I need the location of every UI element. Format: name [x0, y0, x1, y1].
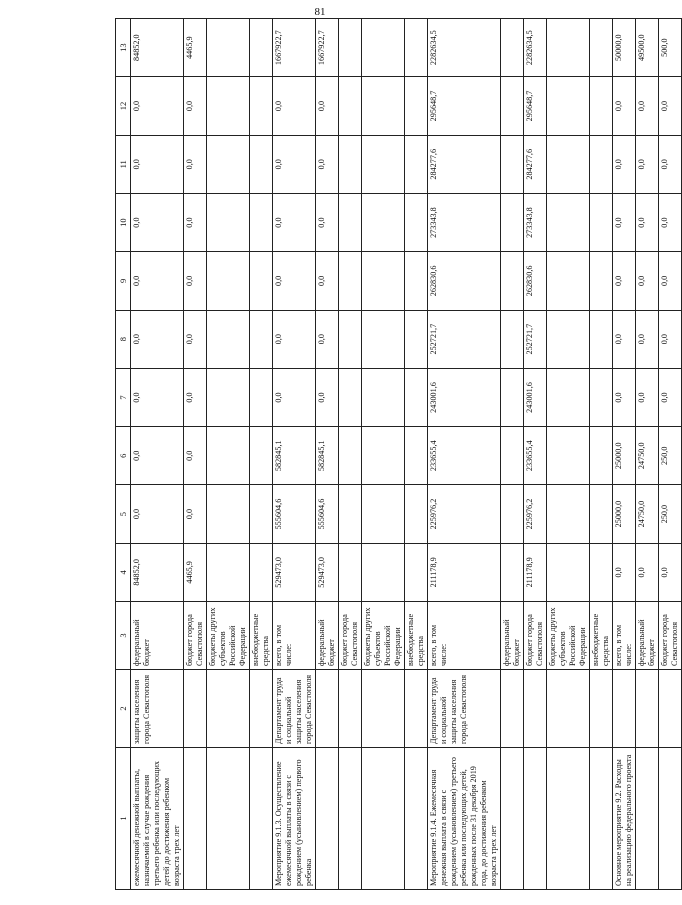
value-cell	[339, 77, 362, 135]
value-cell: 555604,6	[316, 485, 339, 543]
table-row	[405, 19, 428, 890]
value-cell: 1667922,7	[316, 19, 339, 77]
value-cell	[207, 135, 250, 193]
value-cell: 250,0	[659, 427, 682, 485]
table-row	[131, 19, 184, 890]
value-cell: 0,0	[184, 135, 207, 193]
value-cell: 2282634,5	[524, 19, 547, 77]
value-cell: 0,0	[184, 77, 207, 135]
value-cell: 284277,6	[524, 135, 547, 193]
value-cell	[250, 485, 273, 543]
funding-source-cell: бюджеты других субъектов Российской Федерации	[207, 602, 250, 670]
value-cell	[501, 368, 524, 426]
value-cell	[547, 310, 590, 368]
value-cell	[501, 252, 524, 310]
funding-source-cell: всего, в том числе:	[428, 602, 501, 670]
value-cell	[250, 19, 273, 77]
value-cell: 49500,0	[636, 19, 659, 77]
value-cell	[405, 193, 428, 251]
table-body	[116, 19, 682, 890]
table-row	[184, 19, 207, 890]
value-cell: 25000,0	[613, 427, 636, 485]
value-cell	[250, 310, 273, 368]
value-cell: 0,0	[273, 77, 316, 135]
funding-source-cell: федеральный бюджет	[636, 602, 659, 670]
value-cell: 1667922,7	[273, 19, 316, 77]
value-cell: 0,0	[613, 135, 636, 193]
funding-source-cell: бюджеты других субъектов Российской Федерации	[362, 602, 405, 670]
value-cell	[362, 485, 405, 543]
value-cell: 0,0	[316, 252, 339, 310]
value-cell: 0,0	[273, 252, 316, 310]
value-cell: 0,0	[659, 368, 682, 426]
header-cell: 3	[116, 602, 131, 670]
value-cell: 0,0	[316, 77, 339, 135]
value-cell: 0,0	[131, 427, 184, 485]
activity-cell	[636, 748, 659, 890]
activity-cell: Основное мероприятие 9.2. Расходы на реализацию федерального проекта	[613, 748, 636, 890]
value-cell: 284277,6	[428, 135, 501, 193]
value-cell	[250, 193, 273, 251]
value-cell: 0,0	[613, 310, 636, 368]
value-cell	[207, 427, 250, 485]
value-cell: 0,0	[659, 310, 682, 368]
header-cell: 13	[116, 19, 131, 77]
value-cell: 0,0	[636, 543, 659, 601]
value-cell: 582845,1	[273, 427, 316, 485]
value-cell: 0,0	[184, 368, 207, 426]
activity-cell	[405, 748, 428, 890]
value-cell	[362, 310, 405, 368]
value-cell	[547, 135, 590, 193]
value-cell	[362, 543, 405, 601]
executor-cell	[184, 670, 207, 748]
table-row	[316, 19, 339, 890]
value-cell	[590, 135, 613, 193]
value-cell	[590, 310, 613, 368]
value-cell: 25000,0	[613, 485, 636, 543]
value-cell	[362, 427, 405, 485]
value-cell: 250,0	[659, 485, 682, 543]
value-cell	[405, 485, 428, 543]
activity-cell: ежемесячной денежной выплаты, назначаемой в случае рождения третьего ребенка или последующих детей до достижения ребенком возраста трех лет	[131, 748, 184, 890]
value-cell: 84852,0	[131, 543, 184, 601]
activity-cell	[501, 748, 524, 890]
executor-cell	[659, 670, 682, 748]
value-cell	[590, 252, 613, 310]
value-cell	[339, 543, 362, 601]
funding-source-cell: федеральный бюджет	[501, 602, 524, 670]
table-row	[250, 19, 273, 890]
value-cell: 0,0	[659, 135, 682, 193]
header-row	[116, 19, 131, 890]
header-cell: 6	[116, 427, 131, 485]
header-cell: 8	[116, 310, 131, 368]
header-cell: 12	[116, 77, 131, 135]
activity-cell	[659, 748, 682, 890]
value-cell	[501, 193, 524, 251]
value-cell: 0,0	[613, 543, 636, 601]
value-cell: 0,0	[131, 485, 184, 543]
value-cell: 295648,7	[428, 77, 501, 135]
activity-cell: Мероприятие 9.1.3. Осуществление ежемесячной выплаты в связи с рождением (усыновлением) первого ребенка	[273, 748, 316, 890]
value-cell	[362, 368, 405, 426]
header-cell: 10	[116, 193, 131, 251]
value-cell: 0,0	[273, 193, 316, 251]
value-cell	[590, 19, 613, 77]
value-cell	[339, 368, 362, 426]
value-cell	[547, 19, 590, 77]
value-cell	[590, 485, 613, 543]
rotated-table-wrapper	[115, 18, 682, 890]
value-cell: 50000,0	[613, 19, 636, 77]
value-cell: 0,0	[131, 193, 184, 251]
value-cell: 0,0	[659, 252, 682, 310]
executor-cell	[524, 670, 547, 748]
executor-cell	[250, 670, 273, 748]
value-cell	[250, 368, 273, 426]
value-cell: 0,0	[184, 252, 207, 310]
value-cell	[405, 135, 428, 193]
value-cell	[547, 543, 590, 601]
value-cell	[590, 427, 613, 485]
value-cell	[405, 310, 428, 368]
page-number: 81	[314, 6, 326, 18]
activity-cell	[316, 748, 339, 890]
value-cell: 0,0	[184, 485, 207, 543]
value-cell	[339, 19, 362, 77]
value-cell: 0,0	[613, 77, 636, 135]
value-cell: 211178,9	[524, 543, 547, 601]
value-cell: 4465,9	[184, 19, 207, 77]
value-cell	[547, 368, 590, 426]
value-cell	[590, 193, 613, 251]
executor-cell	[590, 670, 613, 748]
value-cell	[547, 427, 590, 485]
value-cell	[501, 543, 524, 601]
value-cell: 0,0	[184, 193, 207, 251]
funding-source-cell: бюджет города Севастополя	[184, 602, 207, 670]
value-cell: 0,0	[659, 193, 682, 251]
executor-cell: Департамент труда и социальной защиты населения города Севастополя	[428, 670, 501, 748]
value-cell: 0,0	[659, 77, 682, 135]
value-cell	[547, 252, 590, 310]
value-cell: 0,0	[613, 368, 636, 426]
value-cell: 555604,6	[273, 485, 316, 543]
value-cell	[590, 543, 613, 601]
value-cell: 252721,7	[428, 310, 501, 368]
table-row	[636, 19, 659, 890]
value-cell: 0,0	[316, 135, 339, 193]
value-cell: 0,0	[131, 252, 184, 310]
value-cell: 273343,8	[428, 193, 501, 251]
value-cell: 252721,7	[524, 310, 547, 368]
value-cell: 0,0	[316, 368, 339, 426]
value-cell: 0,0	[636, 310, 659, 368]
value-cell: 0,0	[613, 252, 636, 310]
value-cell	[207, 77, 250, 135]
value-cell: 0,0	[636, 77, 659, 135]
table-row	[547, 19, 590, 890]
value-cell	[207, 485, 250, 543]
executor-cell: Департамент труда и социальной защиты населения города Севастополя	[273, 670, 316, 748]
value-cell: 0,0	[316, 193, 339, 251]
value-cell: 0,0	[659, 543, 682, 601]
value-cell	[362, 19, 405, 77]
executor-cell	[613, 670, 636, 748]
value-cell	[405, 427, 428, 485]
activity-cell	[362, 748, 405, 890]
value-cell	[590, 77, 613, 135]
value-cell	[501, 19, 524, 77]
funding-source-cell: бюджеты других субъектов Российской Федерации	[547, 602, 590, 670]
table-row	[524, 19, 547, 890]
header-cell: 2	[116, 670, 131, 748]
value-cell: 529473,0	[273, 543, 316, 601]
value-cell: 225976,2	[524, 485, 547, 543]
value-cell: 233655,4	[428, 427, 501, 485]
value-cell: 243001,6	[524, 368, 547, 426]
funding-source-cell: всего, в том числе:	[273, 602, 316, 670]
executor-cell	[207, 670, 250, 748]
value-cell	[339, 427, 362, 485]
value-cell: 84852,0	[131, 19, 184, 77]
value-cell	[362, 135, 405, 193]
value-cell: 0,0	[131, 77, 184, 135]
value-cell: 233655,4	[524, 427, 547, 485]
table-row	[273, 19, 316, 890]
value-cell	[207, 252, 250, 310]
table-row	[428, 19, 501, 890]
activity-cell	[547, 748, 590, 890]
value-cell: 0,0	[184, 427, 207, 485]
table-row	[339, 19, 362, 890]
executor-cell: защиты населения города Севастополя	[131, 670, 184, 748]
value-cell	[547, 485, 590, 543]
value-cell: 582845,1	[316, 427, 339, 485]
value-cell	[250, 252, 273, 310]
value-cell	[405, 543, 428, 601]
value-cell: 4465,9	[184, 543, 207, 601]
value-cell	[547, 77, 590, 135]
activity-cell	[184, 748, 207, 890]
executor-cell	[339, 670, 362, 748]
value-cell	[590, 368, 613, 426]
table-row	[613, 19, 636, 890]
value-cell: 0,0	[316, 310, 339, 368]
value-cell	[250, 77, 273, 135]
value-cell	[501, 77, 524, 135]
table-row	[659, 19, 682, 890]
header-cell: 11	[116, 135, 131, 193]
value-cell: 225976,2	[428, 485, 501, 543]
value-cell: 273343,8	[524, 193, 547, 251]
funding-source-cell: всего, в том числе:	[613, 602, 636, 670]
header-cell: 7	[116, 368, 131, 426]
value-cell: 0,0	[131, 368, 184, 426]
activity-cell	[339, 748, 362, 890]
value-cell: 0,0	[613, 193, 636, 251]
value-cell: 295648,7	[524, 77, 547, 135]
activity-cell	[590, 748, 613, 890]
value-cell	[501, 485, 524, 543]
funding-source-cell: бюджет города Севастополя	[659, 602, 682, 670]
value-cell	[250, 427, 273, 485]
value-cell	[207, 368, 250, 426]
executor-cell	[316, 670, 339, 748]
value-cell: 2282634,5	[428, 19, 501, 77]
value-cell: 24750,0	[636, 427, 659, 485]
value-cell: 0,0	[636, 252, 659, 310]
value-cell	[405, 368, 428, 426]
value-cell: 500,0	[659, 19, 682, 77]
executor-cell	[636, 670, 659, 748]
value-cell: 262830,6	[428, 252, 501, 310]
value-cell	[339, 135, 362, 193]
value-cell: 0,0	[131, 135, 184, 193]
value-cell	[250, 135, 273, 193]
header-cell: 5	[116, 485, 131, 543]
value-cell	[339, 252, 362, 310]
value-cell: 243001,6	[428, 368, 501, 426]
table-row	[501, 19, 524, 890]
executor-cell	[547, 670, 590, 748]
activity-cell	[207, 748, 250, 890]
value-cell	[207, 193, 250, 251]
value-cell	[501, 135, 524, 193]
value-cell	[405, 77, 428, 135]
funding-source-cell: бюджет города Севастополя	[524, 602, 547, 670]
value-cell	[547, 193, 590, 251]
value-cell: 529473,0	[316, 543, 339, 601]
value-cell	[207, 19, 250, 77]
value-cell	[501, 310, 524, 368]
value-cell: 0,0	[636, 135, 659, 193]
header-cell: 9	[116, 252, 131, 310]
table-row	[590, 19, 613, 890]
value-cell: 0,0	[273, 368, 316, 426]
value-cell	[501, 427, 524, 485]
executor-cell	[501, 670, 524, 748]
funding-source-cell: федеральный бюджет	[316, 602, 339, 670]
activity-cell	[524, 748, 547, 890]
value-cell: 0,0	[273, 310, 316, 368]
value-cell: 262830,6	[524, 252, 547, 310]
activity-cell: Мероприятие 9.1.4. Ежемесячная денежная выплата в связи с рождением (усыновлением) третьего ребенка или последующих детей, рожденных после 31 декабря 2019 года, до достижения ребенком возраста трех лет	[428, 748, 501, 890]
value-cell: 0,0	[636, 368, 659, 426]
value-cell	[207, 543, 250, 601]
value-cell: 0,0	[184, 310, 207, 368]
table-row	[207, 19, 250, 890]
funding-source-cell: внебюджетные средства	[405, 602, 428, 670]
funding-source-cell: федеральный бюджет	[131, 602, 184, 670]
value-cell: 0,0	[273, 135, 316, 193]
value-cell	[339, 485, 362, 543]
executor-cell	[405, 670, 428, 748]
value-cell	[362, 77, 405, 135]
value-cell: 211178,9	[428, 543, 501, 601]
header-cell: 4	[116, 543, 131, 601]
value-cell: 0,0	[636, 193, 659, 251]
value-cell	[362, 252, 405, 310]
budget-table	[115, 18, 682, 890]
value-cell	[207, 310, 250, 368]
value-cell	[250, 543, 273, 601]
funding-source-cell: бюджет города Севастополя	[339, 602, 362, 670]
value-cell: 24750,0	[636, 485, 659, 543]
table-row	[362, 19, 405, 890]
value-cell	[405, 252, 428, 310]
funding-source-cell: внебюджетные средства	[250, 602, 273, 670]
activity-cell	[250, 748, 273, 890]
value-cell	[362, 193, 405, 251]
funding-source-cell: внебюджетные средства	[590, 602, 613, 670]
value-cell	[339, 310, 362, 368]
value-cell	[339, 193, 362, 251]
executor-cell	[362, 670, 405, 748]
value-cell: 0,0	[131, 310, 184, 368]
header-cell: 1	[116, 748, 131, 890]
value-cell	[405, 19, 428, 77]
